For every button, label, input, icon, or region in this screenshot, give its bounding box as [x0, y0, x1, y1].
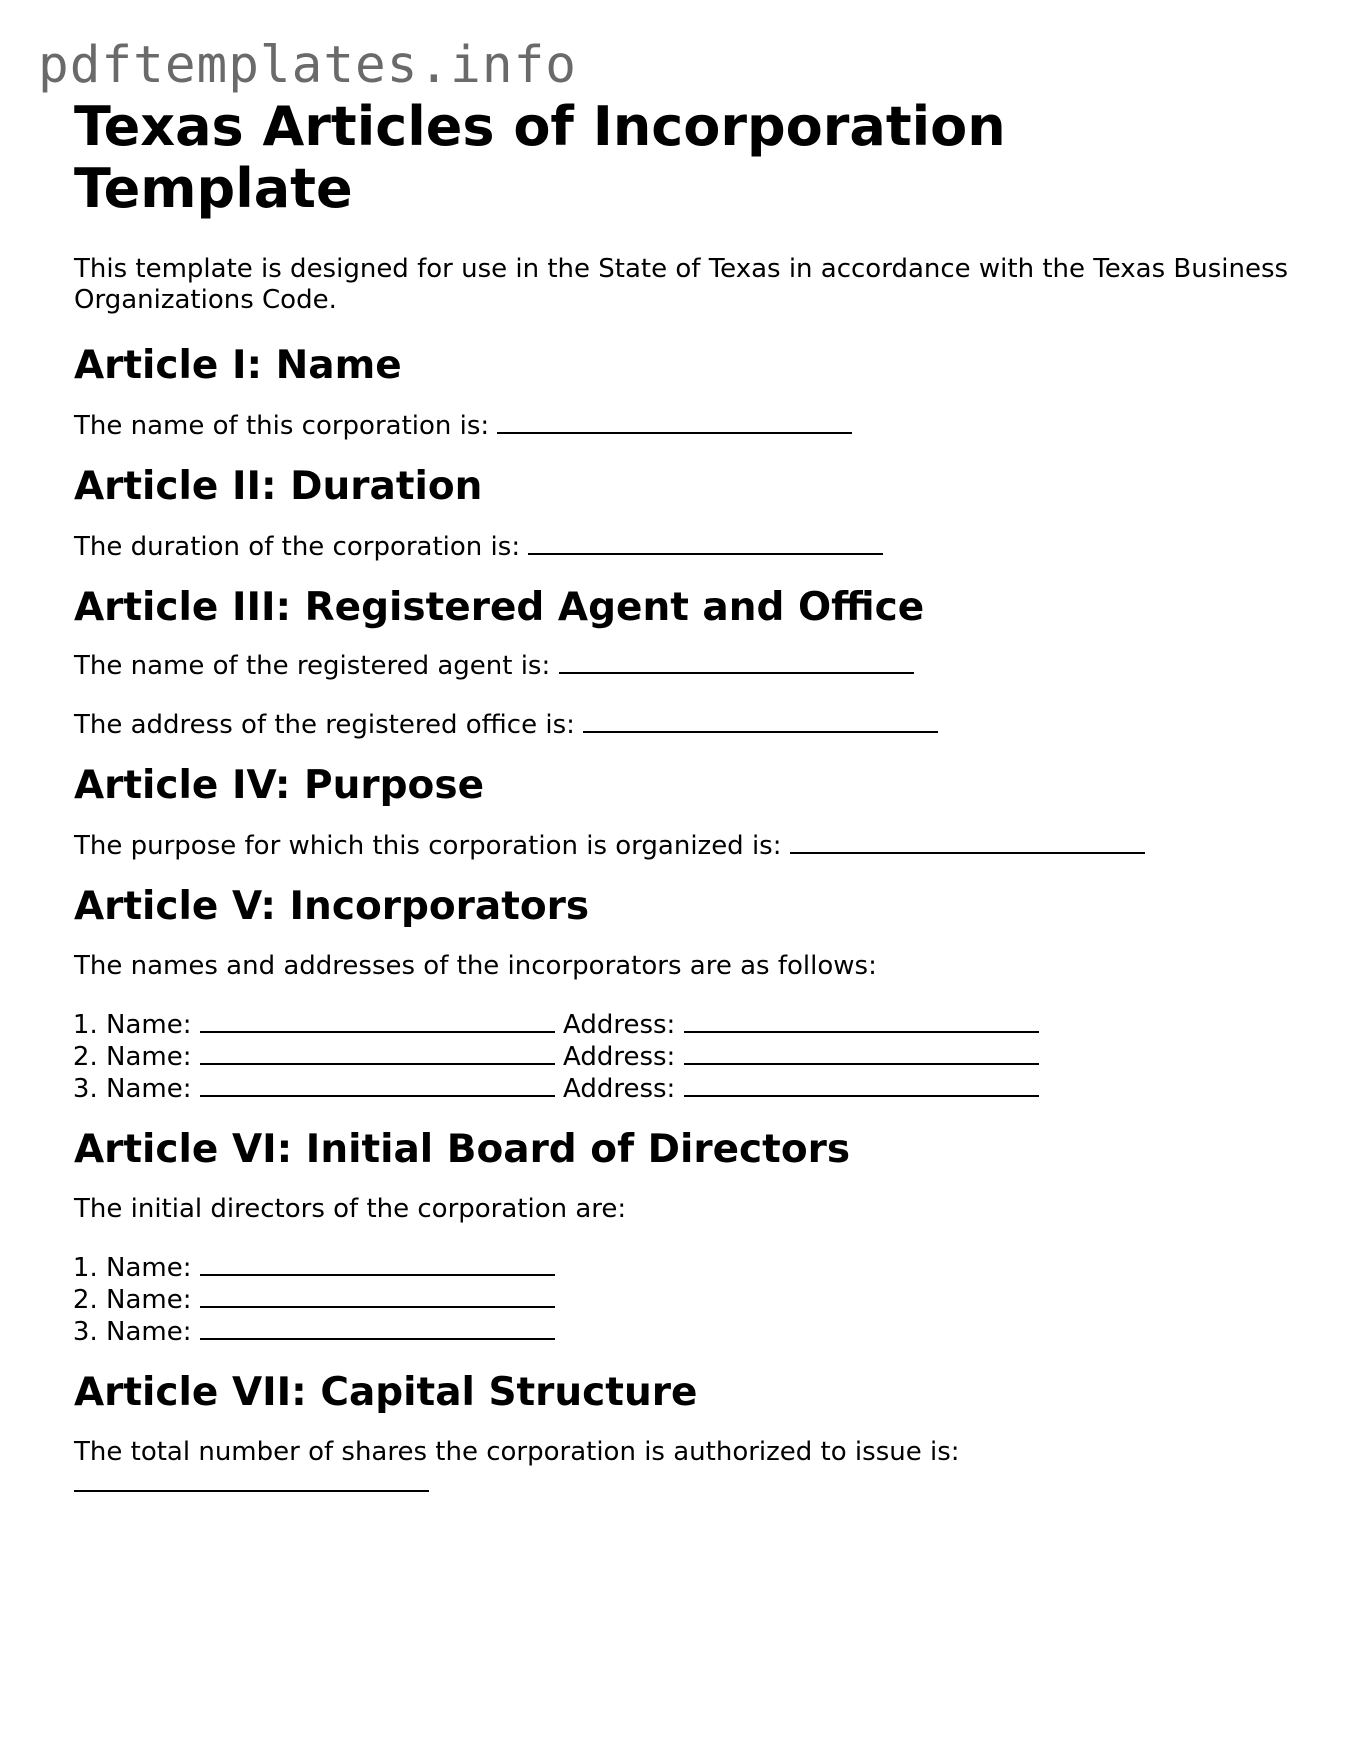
incorporator-name-label: Name:	[106, 1042, 192, 1072]
director-name-label: Name:	[106, 1285, 192, 1315]
document-page	[74, 96, 1294, 1500]
incorporator-3-name-blank[interactable]	[200, 1073, 555, 1097]
incorporator-address-label: Address:	[563, 1074, 676, 1104]
article-6-heading: Article VI: Initial Board of Directors	[74, 1127, 851, 1172]
incorporator-name-label: Name:	[106, 1074, 192, 1104]
shares-label: The total number of shares the corporation is authorized to issue is:	[74, 1437, 960, 1467]
director-item	[106, 1284, 1294, 1316]
incorporator-1-name-blank[interactable]	[200, 1009, 555, 1033]
corporation-name-label: The name of this corporation is:	[74, 411, 490, 441]
purpose-blank[interactable]	[790, 830, 1145, 854]
incorporator-item	[106, 1009, 1294, 1041]
director-name-label: Name:	[106, 1253, 192, 1283]
incorporator-item	[106, 1073, 1294, 1105]
article-1-heading: Article I: Name	[74, 343, 402, 388]
directors-intro: The initial directors of the corporation are:	[74, 1194, 627, 1224]
incorporators-list	[74, 1009, 1294, 1105]
incorporator-name-label: Name:	[106, 1010, 192, 1040]
director-1-name-blank[interactable]	[200, 1252, 555, 1276]
director-item	[106, 1252, 1294, 1284]
director-item	[106, 1316, 1294, 1348]
watermark: pdftemplates.info	[38, 36, 577, 95]
registered-agent-blank[interactable]	[559, 650, 914, 674]
article-3-heading: Article III: Registered Agent and Office	[74, 585, 925, 630]
shares-blank[interactable]	[74, 1468, 429, 1492]
incorporators-intro: The names and addresses of the incorporators are as follows:	[74, 951, 877, 981]
registered-office-label: The address of the registered office is:	[74, 710, 575, 740]
registered-agent-label: The name of the registered agent is:	[74, 651, 551, 681]
incorporator-2-name-blank[interactable]	[200, 1041, 555, 1065]
registered-office-blank[interactable]	[583, 709, 938, 733]
corporation-name-field	[74, 410, 1294, 442]
incorporator-item	[106, 1041, 1294, 1073]
purpose-label: The purpose for which this corporation is organized is:	[74, 831, 782, 861]
page-title: Texas Articles of Incorporation Template	[74, 95, 1006, 220]
intro-text: This template is designed for use in the State of Texas in accordance with the Texas Business Organizations Code.	[74, 254, 1289, 315]
article-5-heading: Article V: Incorporators	[74, 884, 590, 929]
incorporator-3-address-blank[interactable]	[684, 1073, 1039, 1097]
registered-agent-field	[74, 650, 1294, 682]
purpose-field	[74, 830, 1294, 862]
director-name-label: Name:	[106, 1317, 192, 1347]
duration-blank[interactable]	[528, 531, 883, 555]
incorporator-address-label: Address:	[563, 1010, 676, 1040]
duration-field	[74, 531, 1294, 563]
shares-field	[74, 1437, 1294, 1500]
incorporator-address-label: Address:	[563, 1042, 676, 1072]
article-7-heading: Article VII: Capital Structure	[74, 1370, 698, 1415]
article-2-heading: Article II: Duration	[74, 464, 483, 509]
article-4-heading: Article IV: Purpose	[74, 763, 485, 808]
director-2-name-blank[interactable]	[200, 1284, 555, 1308]
directors-list	[74, 1252, 1294, 1348]
director-3-name-blank[interactable]	[200, 1316, 555, 1340]
incorporator-2-address-blank[interactable]	[684, 1041, 1039, 1065]
registered-office-field	[74, 709, 1294, 741]
duration-label: The duration of the corporation is:	[74, 532, 521, 562]
corporation-name-blank[interactable]	[497, 410, 852, 434]
incorporator-1-address-blank[interactable]	[684, 1009, 1039, 1033]
